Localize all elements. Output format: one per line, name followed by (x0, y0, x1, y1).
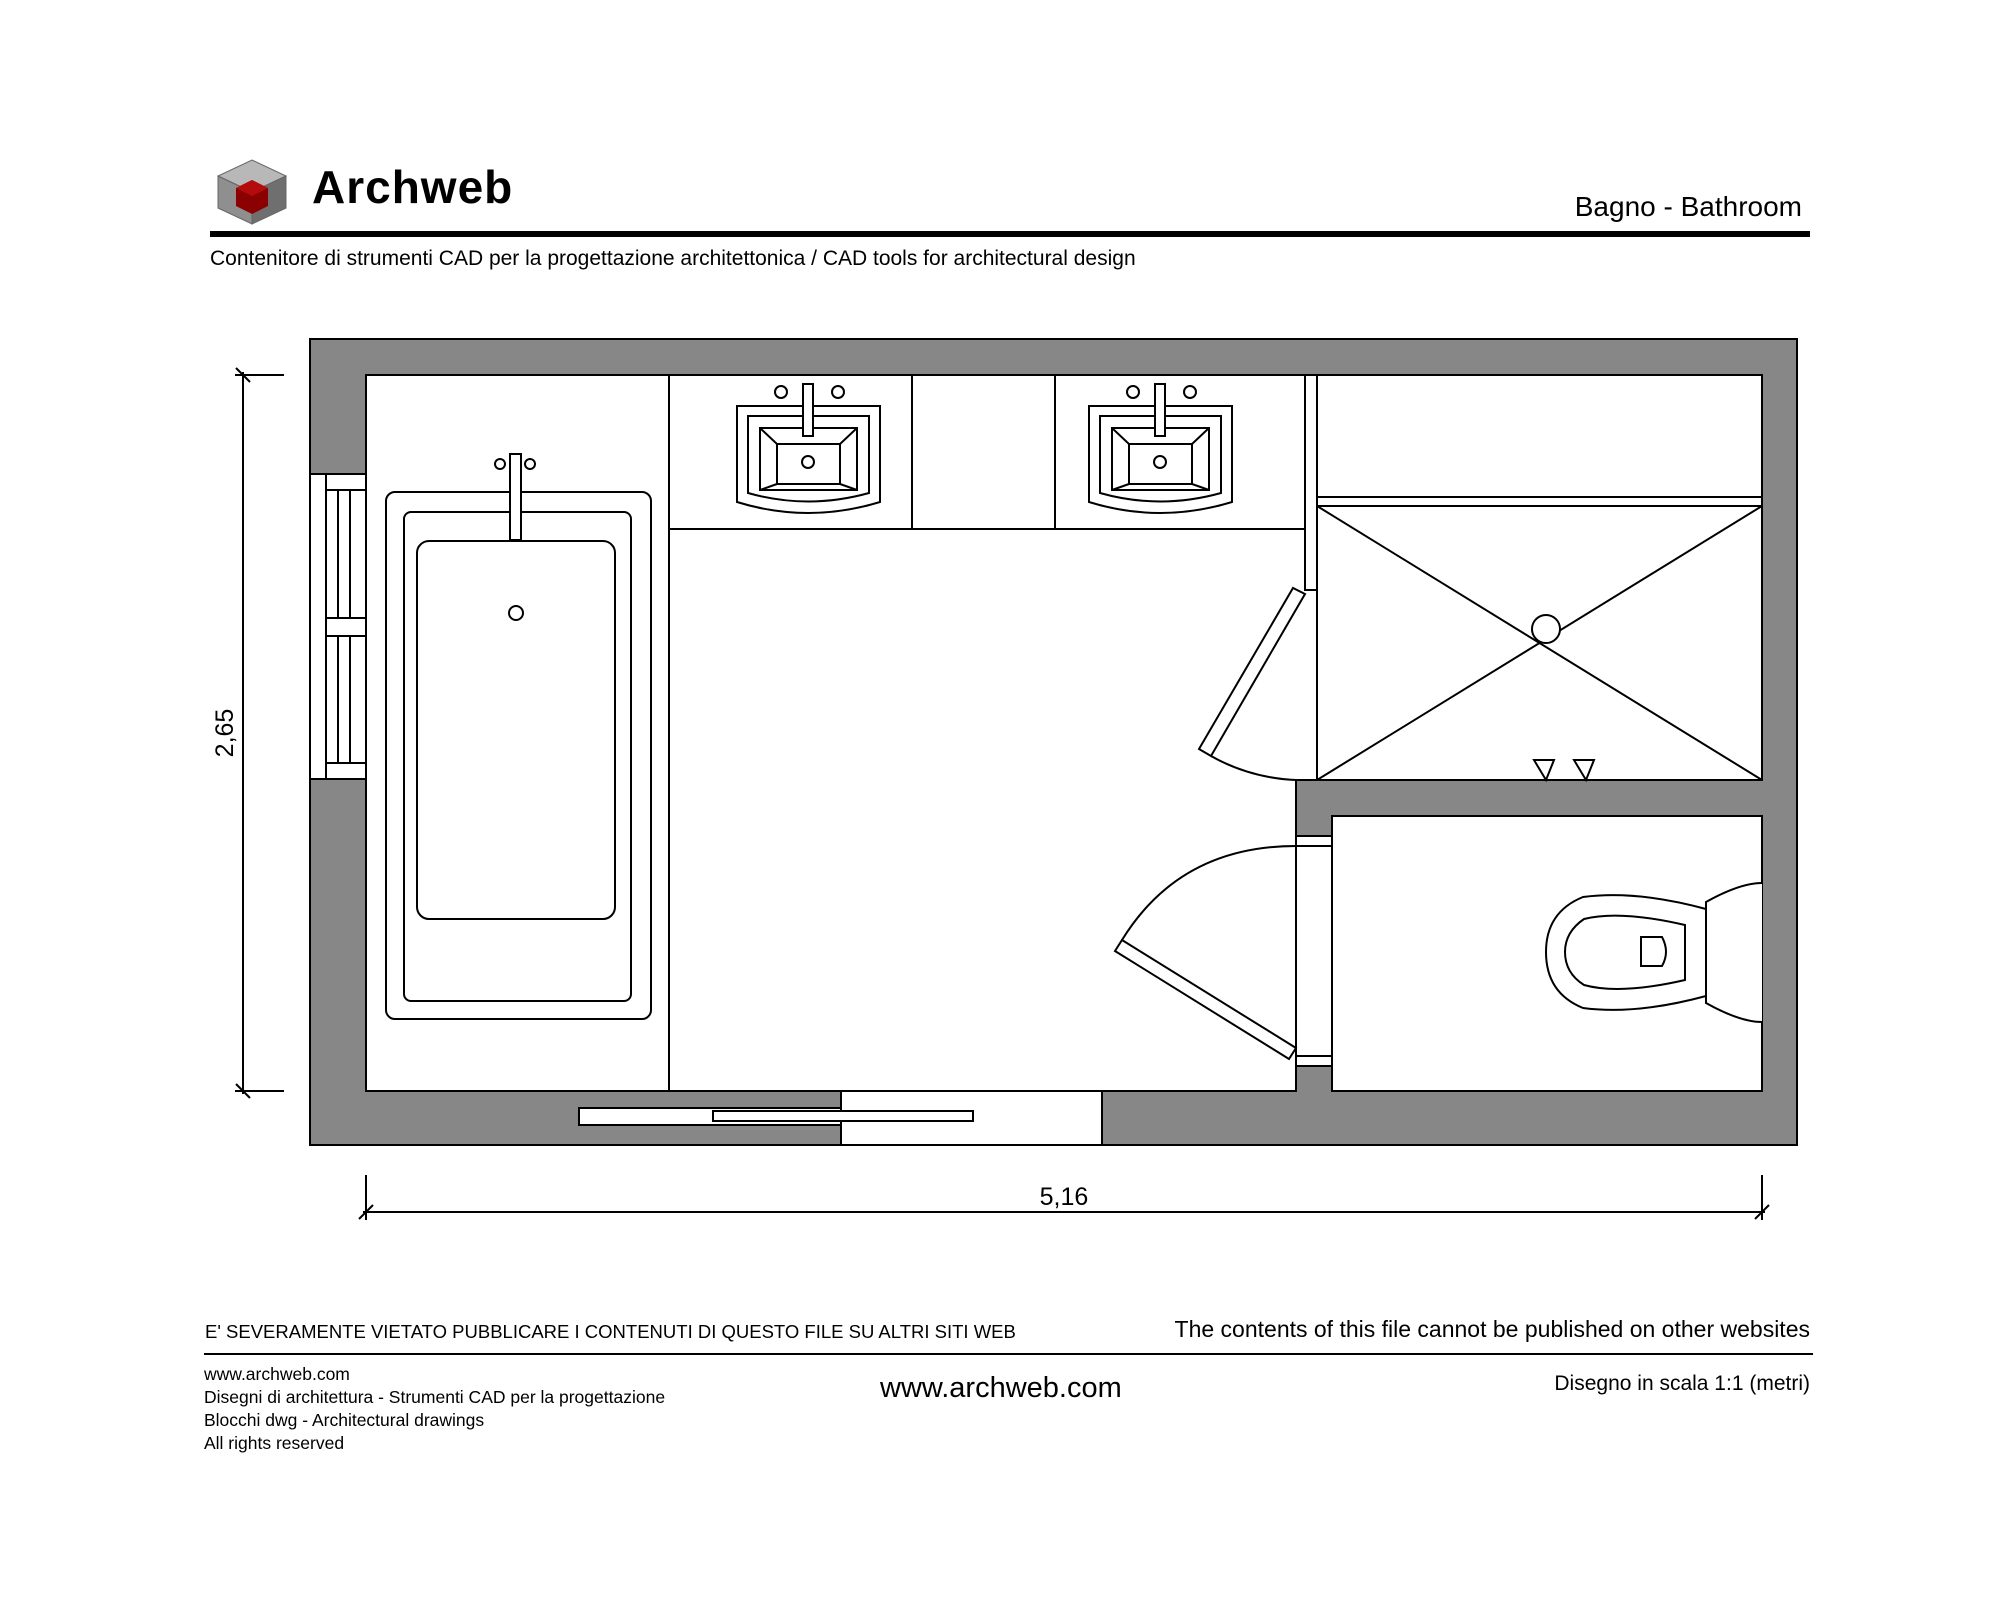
footer-rule (204, 1353, 1813, 1355)
brand-name: Archweb (312, 161, 514, 213)
sink-right (1089, 384, 1232, 513)
scale-note: Disegno in scala 1:1 (metri) (1554, 1372, 1810, 1395)
tagline: Contenitore di strumenti CAD per la progettazione architettonica / CAD tools for architectural design (210, 247, 1136, 270)
site-url: www.archweb.com (880, 1372, 1122, 1404)
dimension-height-line (235, 368, 284, 1098)
dimension-height-label: 2,65 (211, 708, 239, 758)
window (310, 474, 366, 779)
bathtub (386, 375, 669, 1091)
copyright-notice-italian: E' SEVERAMENTE VIETATO PUBBLICARE I CONTENUTI DI QUESTO FILE SU ALTRI SITI WEB (205, 1321, 1016, 1342)
document-title: Bagno - Bathroom (1574, 191, 1802, 222)
toilet (1546, 883, 1762, 1022)
wc-door (1115, 836, 1332, 1066)
dimension-width-label: 5,16 (1039, 1183, 1089, 1211)
footer-line-rights: All rights reserved (204, 1433, 345, 1453)
footer-line-website: www.archweb.com (204, 1364, 350, 1384)
shower (1199, 375, 1762, 780)
footer-line-description: Disegni di architettura - Strumenti CAD per la progettazione (204, 1387, 666, 1407)
copyright-notice-english: The contents of this file cannot be published on other websites (1174, 1316, 1810, 1342)
sink-left (737, 384, 880, 513)
footer-line-blocks: Blocchi dwg - Architectural drawings (204, 1410, 485, 1430)
